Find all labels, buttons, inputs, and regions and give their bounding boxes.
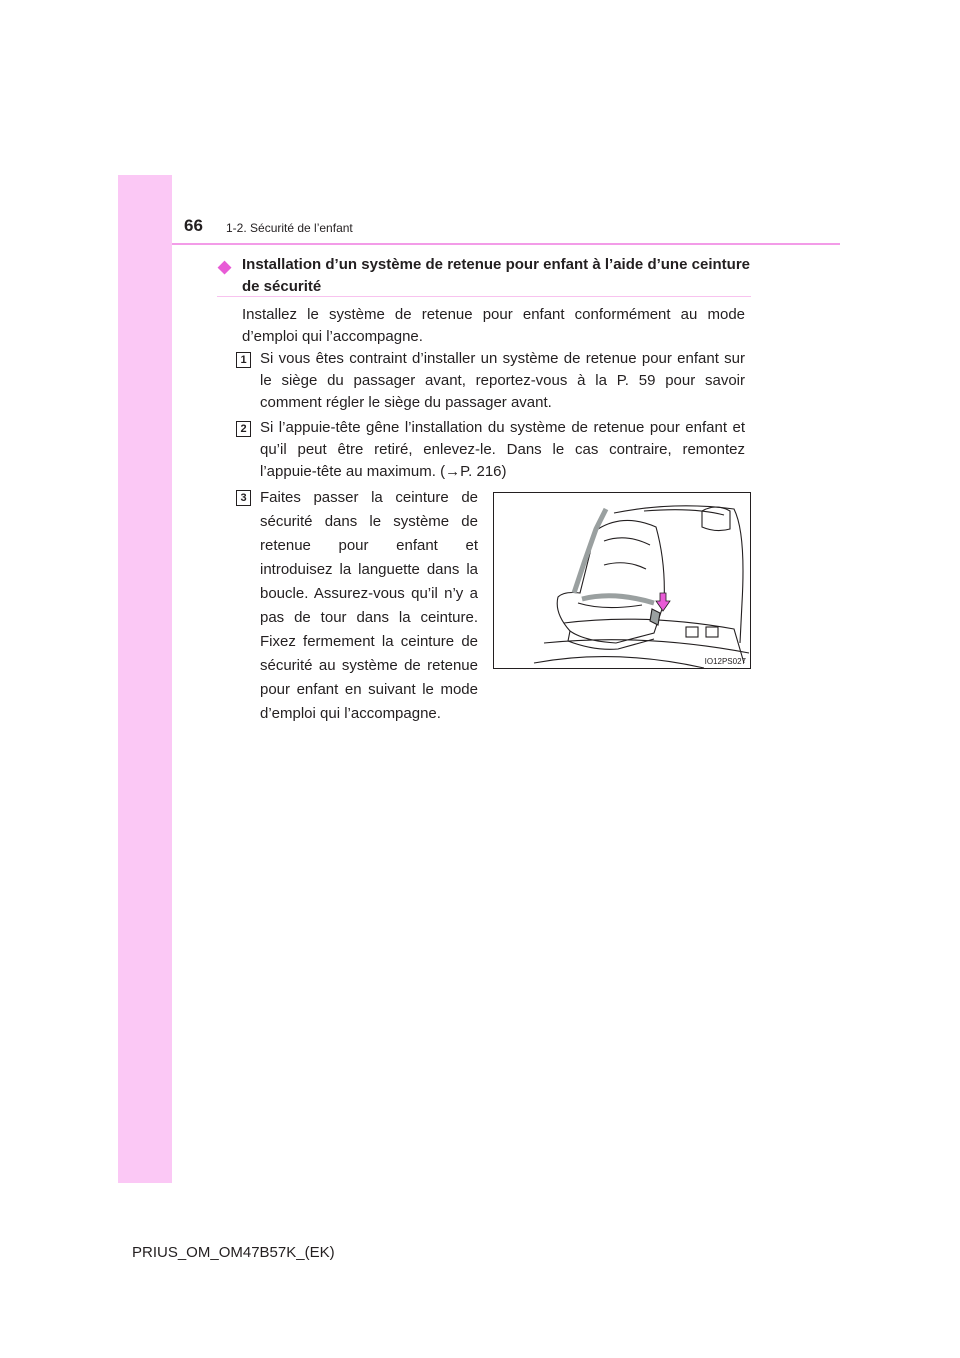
step-2-number: 2 [236,421,251,437]
child-seat-figure [493,492,751,669]
heading [218,254,750,298]
figure-code: IO12PS027 [704,657,746,666]
sidebar-tab [118,175,172,1183]
diamond-bullet-icon: ◆ [218,257,232,276]
step-1-number: 1 [236,352,251,368]
section-title: 1-2. Sécurité de l’enfant [226,221,353,235]
document-code: PRIUS_OM_OM47B57K_(EK) [132,1244,335,1261]
step-3-text: Faites passer la ceinture de sécurité dans le système de retenue pour enfant et introduisez la languette dans la boucle. Assurez-vous qu’il n’y a pas de tour dans la ceinture. Fixez fermement la ceinture de sécurité au système de retenue pour enfant en suivant le mode d’emploi qui l’accompagne. [260,489,478,722]
header-divider [172,243,840,245]
heading-text: Installation d’un système de retenue pour enfant à l’aide d’une ceinture de sécurité [242,256,750,295]
step-2-text: Si l’appuie-tête gêne l’installation du système de retenue pour enfant et qu’il peut être retiré, enlevez-le. Dans le cas contraire, remontez l’appuie-tête au maximum. (→P. 216) [260,419,745,480]
step-3-number: 3 [236,490,251,506]
heading-divider [217,296,751,297]
page-number: 66 [184,216,203,235]
intro-paragraph: Installez le système de retenue pour enfant conformément au mode d’emploi qui l’accompagne. [242,306,745,345]
step-1-text: Si vous êtes contraint d’installer un système de retenue pour enfant sur le siège du passager avant, reportez-vous à la P. 59 pour savoir comment régler le siège du passager avant. [260,350,745,411]
child-seat-illustration-icon [494,493,750,668]
